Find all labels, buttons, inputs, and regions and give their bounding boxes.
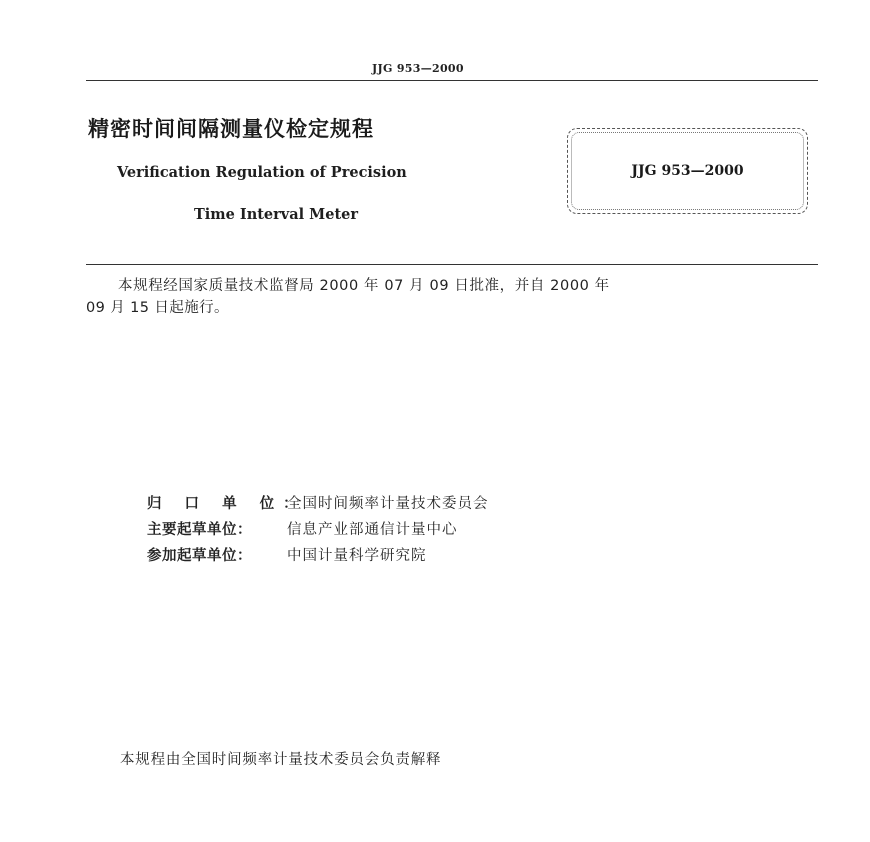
section-rule <box>86 264 818 265</box>
unit-label: 归 口 单 位： <box>147 496 307 512</box>
unit-row-participating-drafter <box>147 543 489 569</box>
header-rule <box>86 80 818 81</box>
approval-line1: 本规程经国家质量技术监督局 2000 年 07 月 09 日批准，并自 2000 年 <box>118 278 610 294</box>
title-chinese: 精密时间间隔测量仪检定规程 <box>88 117 374 141</box>
title-english-line2: Time Interval Meter <box>194 206 359 223</box>
unit-value: 全国时间频率计量技术委员会 <box>287 496 489 512</box>
approval-statement <box>86 275 816 319</box>
unit-label: 参加起草单位： <box>147 548 252 564</box>
unit-row-main-drafter <box>147 517 489 543</box>
standard-code-box <box>567 128 808 214</box>
interpretation-note: 本规程由全国时间频率计量技术委员会负责解释 <box>120 752 442 768</box>
standard-code: JJG 953—2000 <box>631 163 744 179</box>
unit-value: 信息产业部通信计量中心 <box>287 522 458 538</box>
title-english-line1: Verification Regulation of Precision <box>117 164 407 181</box>
approval-line2: 09 月 15 日起施行。 <box>86 300 229 316</box>
unit-value: 中国计量科学研究院 <box>287 548 427 564</box>
unit-row-responsible <box>147 491 489 517</box>
drafting-units <box>147 491 489 569</box>
unit-label: 主要起草单位： <box>147 522 252 538</box>
header-standard-code: JJG 953—2000 <box>372 62 464 75</box>
